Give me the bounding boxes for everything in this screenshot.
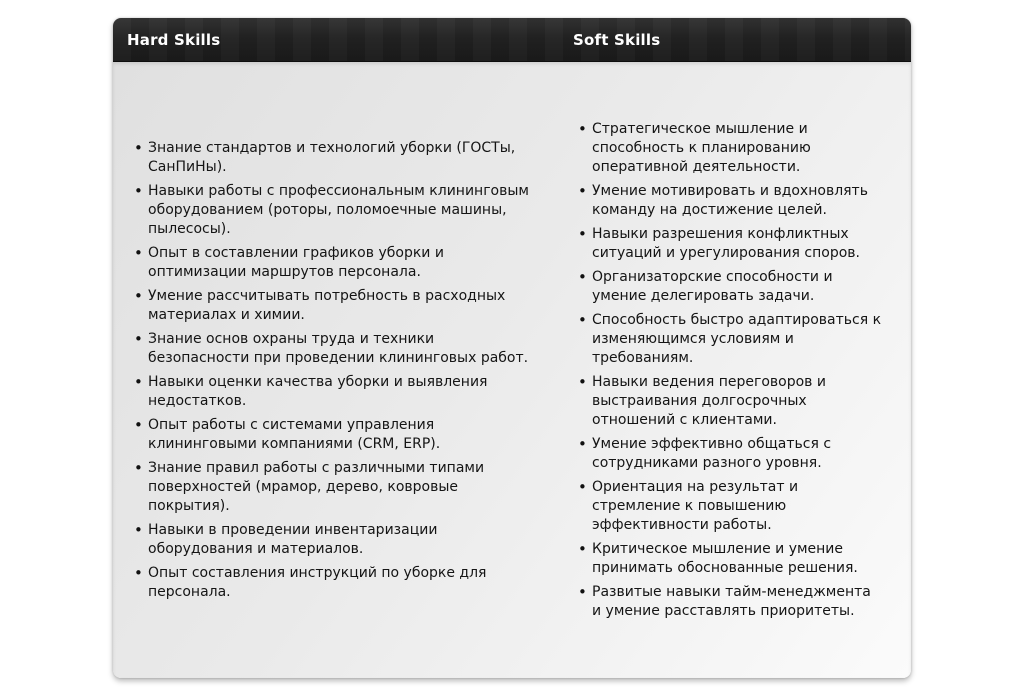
table-body-row — [113, 62, 911, 678]
skill-item: • Знание правил работы с различными типами поверхностей (мрамор, дерево, ковровые покрытия). — [133, 459, 530, 516]
skill-item: • Навыки работы с профессиональным клининговым оборудованием (роторы, поломоечные машины, пылесосы). — [133, 182, 530, 239]
skill-item: • Умение мотивировать и вдохновлять команду на достижение целей. — [577, 182, 882, 220]
skill-item: • Опыт составления инструкций по уборке для персонала. — [133, 564, 530, 602]
hard-skills-list — [133, 139, 530, 602]
skill-item: • Умение эффективно общаться с сотрудниками разного уровня. — [577, 435, 882, 473]
soft-skills-cell — [559, 62, 911, 678]
soft-skills-header: Soft Skills — [573, 30, 661, 49]
skill-item: • Знание стандартов и технологий уборки (ГОСТы, СанПиНы). — [133, 139, 530, 177]
soft-skills-list — [577, 120, 882, 621]
skill-item: • Навыки оценки качества уборки и выявления недостатков. — [133, 373, 530, 411]
skill-item: • Умение рассчитывать потребность в расходных материалах и химии. — [133, 287, 530, 325]
skill-item: • Критическое мышление и умение принимать обоснованные решения. — [577, 540, 882, 578]
skills-table — [113, 18, 911, 678]
skill-item: • Ориентация на результат и стремление к повышению эффективности работы. — [577, 478, 882, 535]
skill-item: • Навыки в проведении инвентаризации оборудования и материалов. — [133, 521, 530, 559]
skill-item: • Способность быстро адаптироваться к изменяющимся условиям и требованиям. — [577, 311, 882, 368]
skill-item: • Организаторские способности и умение делегировать задачи. — [577, 268, 882, 306]
skill-item: • Опыт в составлении графиков уборки и оптимизации маршрутов персонала. — [133, 244, 530, 282]
skill-item: • Опыт работы с системами управления клининговыми компаниями (CRM, ERP). — [133, 416, 530, 454]
hard-skills-cell — [113, 62, 559, 678]
table-header-row — [113, 18, 911, 62]
skill-item: • Стратегическое мышление и способность к планированию оперативной деятельности. — [577, 120, 882, 177]
skill-item: • Навыки разрешения конфликтных ситуаций и урегулирования споров. — [577, 225, 882, 263]
hard-skills-header: Hard Skills — [127, 30, 221, 49]
skill-item: • Навыки ведения переговоров и выстраивания долгосрочных отношений с клиентами. — [577, 373, 882, 430]
skill-item: • Развитые навыки тайм-менеджмента и умение расставлять приоритеты. — [577, 583, 882, 621]
skill-item: • Знание основ охраны труда и техники безопасности при проведении клининговых работ. — [133, 330, 530, 368]
